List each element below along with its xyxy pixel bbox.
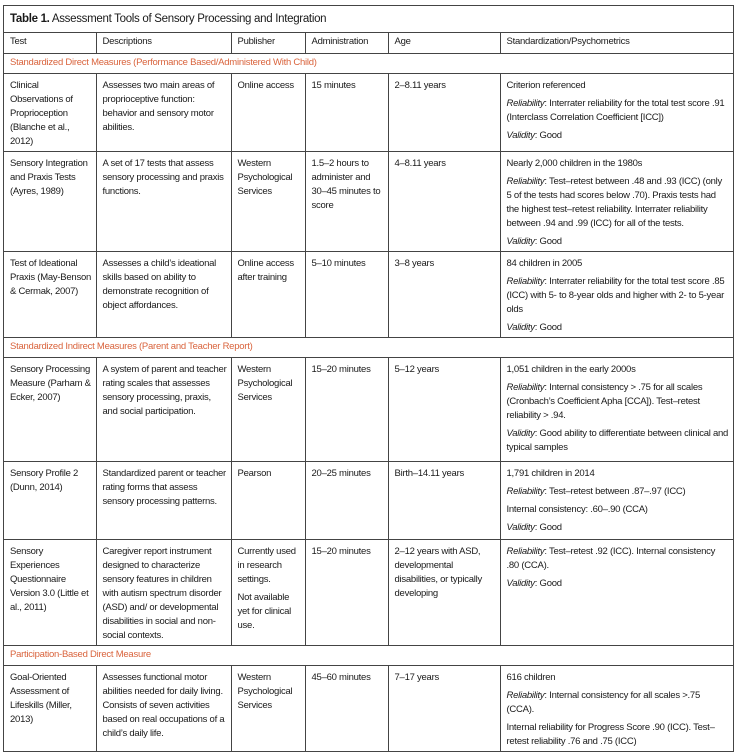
standardization-text: 1,791 children in 2014 [506, 468, 595, 479]
table-row [4, 462, 733, 540]
publisher-note: Not available yet for clinical use. [237, 592, 292, 631]
standardization-text: Nearly 2,000 children in the 1980s [506, 158, 643, 169]
cell-publisher: Pearson [231, 462, 305, 540]
header-row [4, 33, 733, 54]
col-header-age: Age [388, 33, 500, 54]
col-header-test: Test [4, 33, 96, 54]
validity-label: Validity [506, 522, 535, 533]
cell-psychometrics [500, 540, 733, 646]
reliability-label: Reliability [506, 176, 545, 187]
cell-age: 2–12 years with ASD, developmental disabilities, or typically developing [388, 540, 500, 646]
reliability-text [507, 689, 730, 717]
reliability-value: : Interrater reliability for the total test score .85 (ICC) with 5- to 8-year olds and higher with 2- to 5-year olds [506, 276, 725, 315]
reliability-value: : Interrater reliability for the total test score .91 (Interclass Correlation Coefficient [ICC]) [506, 98, 725, 123]
reliability-label: Reliability [506, 382, 545, 393]
validity-text [507, 521, 730, 535]
table-row [4, 152, 733, 252]
cell-test: Sensory Experiences Questionnaire Version 3.0 (Little et al., 2011) [4, 540, 96, 646]
cell-psychometrics [500, 152, 733, 252]
reliability-text [507, 485, 730, 499]
validity-text [507, 427, 730, 455]
cell-publisher [231, 540, 305, 646]
cell-psychometrics [500, 462, 733, 540]
cell-administration: 20–25 minutes [305, 462, 388, 540]
cell-age: 7–17 years [388, 666, 500, 752]
section-row [4, 646, 733, 666]
cell-test: Goal-Oriented Assessment of Lifeskills (Miller, 2013) [4, 666, 96, 752]
section-heading-direct: Standardized Direct Measures (Performance Based/Administered With Child) [4, 54, 733, 74]
reliability-label: Reliability [506, 690, 545, 701]
standardization-text: 616 children [506, 672, 556, 683]
reliability-value: : Test–retest .92 (ICC). Internal consistency .80 (CCA). [506, 546, 716, 571]
col-header-publisher: Publisher [231, 33, 305, 54]
table-row [4, 252, 733, 338]
validity-label: Validity [506, 578, 535, 589]
cell-administration: 45–60 minutes [305, 666, 388, 752]
standardization-text: 84 children in 2005 [506, 258, 583, 269]
cell-description: A set of 17 tests that assess sensory processing and praxis functions. [96, 152, 231, 252]
cell-administration: 15–20 minutes [305, 540, 388, 646]
reliability-label: Reliability [506, 98, 545, 109]
cell-test: Sensory Integration and Praxis Tests (Ayres, 1989) [4, 152, 96, 252]
cell-administration: 15–20 minutes [305, 358, 388, 462]
reliability-text [507, 381, 730, 423]
col-header-standardization: Standardization/Psychometrics [500, 33, 733, 54]
cell-description: Caregiver report instrument designed to characterize sensory features in children with autism spectrum disorder (ASD) and/ or developmental disabilities in social and non-social contexts. [96, 540, 231, 646]
table-row [4, 540, 733, 646]
col-header-descriptions: Descriptions [96, 33, 231, 54]
reliability-value: : Internal consistency > .75 for all scales (Cronbach’s Coefficient Apha [CCA]). Test–retest reliability > .94. [506, 382, 703, 421]
reliability-text [507, 275, 730, 317]
cell-psychometrics [500, 358, 733, 462]
cell-publisher: Western Psychological Services [231, 152, 305, 252]
validity-text [507, 577, 730, 591]
cell-test: Test of Ideational Praxis (May-Benson & Cermak, 2007) [4, 252, 96, 338]
cell-age: Birth–14.11 years [388, 462, 500, 540]
col-header-administration: Administration [305, 33, 388, 54]
reliability-label: Reliability [506, 546, 545, 557]
validity-text [507, 129, 730, 143]
section-row [4, 54, 733, 74]
validity-value: : Good [534, 578, 562, 589]
section-heading-indirect: Standardized Indirect Measures (Parent and Teacher Report) [4, 338, 733, 358]
validity-value: : Good [534, 236, 562, 247]
standardization-text: 1,051 children in the early 2000s [506, 364, 636, 375]
reliability-value: : Test–retest between .48 and .93 (ICC) (only 5 of the tests had scores below .70). Praxis tests had the highest test–retest reliability. Interrater reliability between .94 and .99 (ICC) for all of the tests. [506, 176, 723, 229]
cell-administration: 5–10 minutes [305, 252, 388, 338]
internal-consistency-text: Internal consistency: .60–.90 (CCA) [506, 504, 648, 515]
publisher-text: Currently used in research settings. [237, 546, 296, 585]
cell-age: 3–8 years [388, 252, 500, 338]
table-title-label: Table 1. [10, 13, 50, 25]
validity-label: Validity [506, 428, 535, 439]
table-title [4, 6, 733, 33]
cell-publisher: Western Psychological Services [231, 358, 305, 462]
reliability-label: Reliability [506, 486, 545, 497]
validity-label: Validity [506, 322, 535, 333]
cell-test: Clinical Observations of Proprioception (Blanche et al., 2012) [4, 74, 96, 152]
cell-age: 4–8.11 years [388, 152, 500, 252]
reliability-text [507, 97, 730, 125]
validity-value: : Good ability to differentiate between clinical and typical samples [506, 428, 729, 453]
cell-administration: 15 minutes [305, 74, 388, 152]
table-row [4, 666, 733, 752]
reliability-text [507, 175, 730, 231]
reliability-value: : Test–retest between .87–.97 (ICC) [544, 486, 686, 497]
cell-description: Assesses a child’s ideational skills based on ability to demonstrate recognition of object affordances. [96, 252, 231, 338]
cell-psychometrics [500, 252, 733, 338]
cell-description: Assesses functional motor abilities needed for daily living. Consists of seven activities based on real occupations of a child’s daily life. [96, 666, 231, 752]
validity-value: : Good [534, 522, 562, 533]
validity-label: Validity [506, 236, 535, 247]
validity-text [507, 321, 730, 335]
assessment-table [4, 33, 733, 751]
reliability-value: : Internal consistency for all scales >.75 (CCA). [506, 690, 700, 715]
cell-publisher: Online access [231, 74, 305, 152]
validity-value: : Good [534, 130, 562, 141]
cell-administration: 1.5–2 hours to administer and 30–45 minutes to score [305, 152, 388, 252]
cell-test: Sensory Processing Measure (Parham & Ecker, 2007) [4, 358, 96, 462]
validity-label: Validity [506, 130, 535, 141]
cell-age: 2–8.11 years [388, 74, 500, 152]
validity-value: : Good [534, 322, 562, 333]
section-heading-participation: Participation-Based Direct Measure [4, 646, 733, 666]
cell-description: Assesses two main areas of proprioceptive function: behavior and sensory motor abilities. [96, 74, 231, 152]
validity-text [507, 235, 730, 249]
cell-psychometrics [500, 666, 733, 752]
reliability-label: Reliability [506, 276, 545, 287]
cell-description: A system of parent and teacher rating scales that assesses sensory processing, praxis, and social participation. [96, 358, 231, 462]
table-row [4, 358, 733, 462]
cell-publisher: Western Psychological Services [231, 666, 305, 752]
cell-age: 5–12 years [388, 358, 500, 462]
cell-test: Sensory Profile 2 (Dunn, 2014) [4, 462, 96, 540]
table-title-text: Assessment Tools of Sensory Processing and Integration [49, 13, 327, 25]
cell-psychometrics [500, 74, 733, 152]
section-row [4, 338, 733, 358]
table-row [4, 74, 733, 152]
assessment-table-figure [3, 5, 734, 752]
reliability-text [507, 545, 730, 573]
cell-description: Standardized parent or teacher rating forms that assess sensory processing patterns. [96, 462, 231, 540]
standardization-text: Criterion referenced [506, 80, 586, 91]
internal-reliability-text: Internal reliability for Progress Score .90 (ICC). Test–retest reliability .76 and .75 (ICC) [506, 722, 715, 747]
cell-publisher: Online access after training [231, 252, 305, 338]
